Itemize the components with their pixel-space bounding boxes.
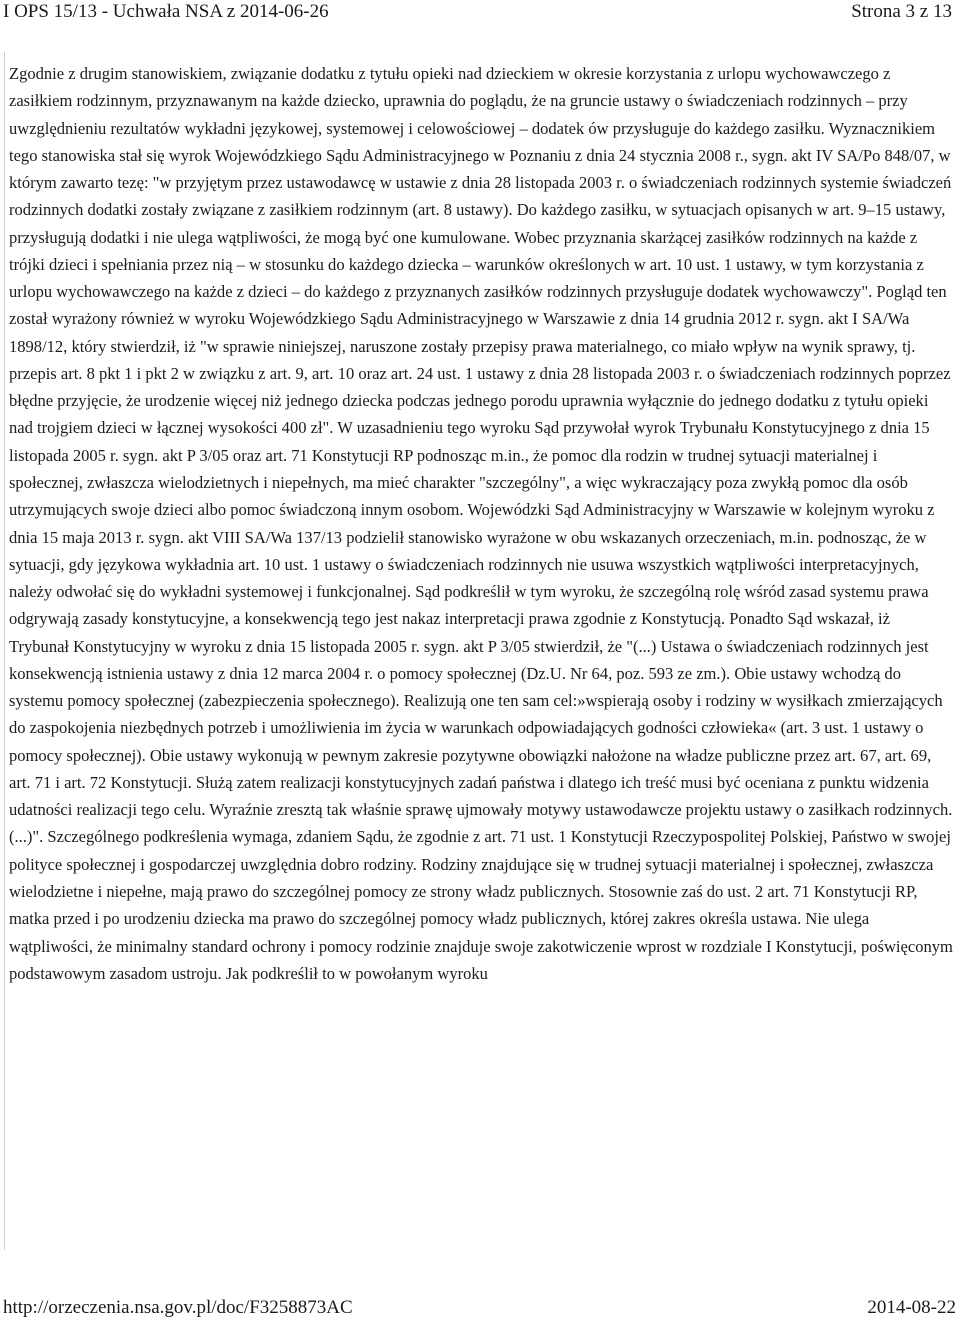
print-date: 2014-08-22 — [867, 1297, 956, 1318]
source-url: http://orzeczenia.nsa.gov.pl/doc/F3258873AC — [3, 1297, 353, 1318]
page-footer — [0, 1297, 960, 1321]
document-title: I OPS 15/13 - Uchwała NSA z 2014-06-26 — [3, 1, 329, 22]
page-indicator: Strona 3 z 13 — [851, 1, 952, 22]
page-header — [0, 0, 960, 28]
document-body — [4, 52, 957, 1250]
body-paragraph: Zgodnie z drugim stanowiskiem, związanie dodatku z tytułu opieki nad dzieckiem w okresie korzystania z urlopu wychowawczego z zasiłkiem rodzinnym, przyznawanym na każde dziecko, uprawnia do poglądu, że na gruncie ustawy o świadczeniach rodzinnych – przy uwzględnieniu rezultatów wykładni językowej, systemowej i celowościowej – dodatek ów przysługuje do każdego zasiłku. Wyznacznikiem tego stanowiska stał się wyrok Wojewódzkiego Sądu Administracyjnego w Poznaniu z dnia 24 stycznia 2008 r., sygn. akt IV SA/Po 848/07, w którym zawarto tezę: "w przyjętym przez ustawodawcę w ustawie z dnia 28 listopada 2003 r. o świadczeniach rodzinnych systemie świadczeń rodzinnych dodatki zostały związane z zasiłkiem rodzinnym (art. 8 ustawy). Do każdego zasiłku, w sytuacjach opisanych w art. 9–15 ustawy, przysługują dodatki i nie ulega wątpliwości, że mogą być one kumulowane. Wobec przyznania skarżącej zasiłków rodzinnych na każde z trójki dzieci i spełniania przez nią – w stosunku do każdego dziecka – warunków określonych w art. 10 ust. 1 ustawy, w tym korzystania z urlopu wychowawczego na każde z dzieci – do każdego z przyznanych zasiłków rodzinnych przysługuje dodatek wychowawczy". Pogląd ten został wyrażony również w wyroku Wojewódzkiego Sądu Administracyjnego w Warszawie z dnia 14 grudnia 2012 r. sygn. akt I SA/Wa 1898/12, który stwierdził, iż "w sprawie niniejszej, naruszone zostały przepisy prawa materialnego, co miało wpływ na wynik sprawy, tj. przepis art. 8 pkt 1 i pkt 2 w związku z art. 9, art. 10 oraz art. 24 ust. 1 ustawy z dnia 28 listopada 2003 r. o świadczeniach rodzinnych poprzez błędne przyjęcie, że urodzenie więcej niż jednego dziecka podczas jednego porodu uprawnia wyłącznie do jednego dodatku z tytułu opieki nad trojgiem dzieci w łącznej wysokości 400 zł". W uzasadnieniu tego wyroku Sąd przywołał wyrok Trybunału Konstytucyjnego z dnia 15 listopada 2005 r. sygn. akt P 3/05 oraz art. 71 Konstytucji RP podnosząc m.in., że pomoc dla rodzin w trudnej sytuacji materialnej i społecznej, zwłaszcza wielodzietnych i niepełnych, ma mieć charakter "szczególny", a więc wykraczający poza zwykłą pomoc dla osób utrzymujących swoje dzieci albo pomoc świadczoną innym osobom. Wojewódzki Sąd Administracyjny w Warszawie w kolejnym wyroku z dnia 15 maja 2013 r. sygn. akt VIII SA/Wa 137/13 podzielił stanowisko wyrażone w obu wskazanych orzeczeniach, m.in. podnosząc, że w sytuacji, gdy językowa wykładnia art. 10 ust. 1 ustawy o świadczeniach rodzinnych nie usuwa wszystkich wątpliwości interpretacyjnych, należy odwołać się do wykładni systemowej i funkcjonalnej. Sąd podkreślił w tym wyroku, że szczególną rolę wśród zasad systemu prawa odgrywają zasady konstytucyjne, a konsekwencją tego jest nakaz interpretacji prawa zgodnie z Konstytucją. Ponadto Sąd wskazał, iż Trybunał Konstytucyjny w wyroku z dnia 15 listopada 2005 r. sygn. akt P 3/05 stwierdził, że "(...) Ustawa o świadczeniach rodzinnych jest konsekwencją istnienia ustawy z dnia 12 marca 2004 r. o pomocy społecznej (Dz.U. Nr 64, poz. 593 ze zm.). Obie ustawy wchodzą do systemu pomocy społecznej (zabezpieczenia społecznego). Realizują one ten sam cel:»wspierają osoby i rodziny w wysiłkach zmierzających do zaspokojenia niezbędnych potrzeb i umożliwienia im życia w warunkach odpowiadających godności człowieka« (art. 3 ust. 1 ustawy o pomocy społecznej). Obie ustawy wykonują w pewnym zakresie pozytywne obowiązki nałożone na władze publiczne przez art. 67, art. 69, art. 71 i art. 72 Konstytucji. Służą zatem realizacji konstytucyjnych zadań państwa i dlatego ich treść musi być oceniana z punktu widzenia udatności realizacji tego celu. Wyraźnie zresztą tak właśnie sprawę ujmowały motywy ustawodawcze projektu ustawy o zasiłkach rodzinnych. (...)". Szczególnego podkreślenia wymaga, zdaniem Sądu, że zgodnie z art. 71 ust. 1 Konstytucji Rzeczypospolitej Polskiej, Państwo w swojej polityce społecznej i gospodarczej uwzględnia dobro rodziny. Rodziny znajdujące się w trudnej sytuacji materialnej i społecznej, zwłaszcza wielodzietne i niepełne, mają prawo do szczególnej pomocy ze strony władz publicznych. Stosownie zaś do ust. 2 art. 71 Konstytucji RP, matka przed i po urodzeniu dziecka ma prawo do szczególnej pomocy władz publicznych, której zakres określa ustawa. Nie ulega wątpliwości, że minimalny standard ochrony i pomocy rodzinie znajduje swoje zakotwiczenie wprost w rozdziale I Konstytucji, poświęconym podstawowym zasadom ustroju. Jak podkreślił to w powołanym wyroku — [9, 64, 953, 983]
